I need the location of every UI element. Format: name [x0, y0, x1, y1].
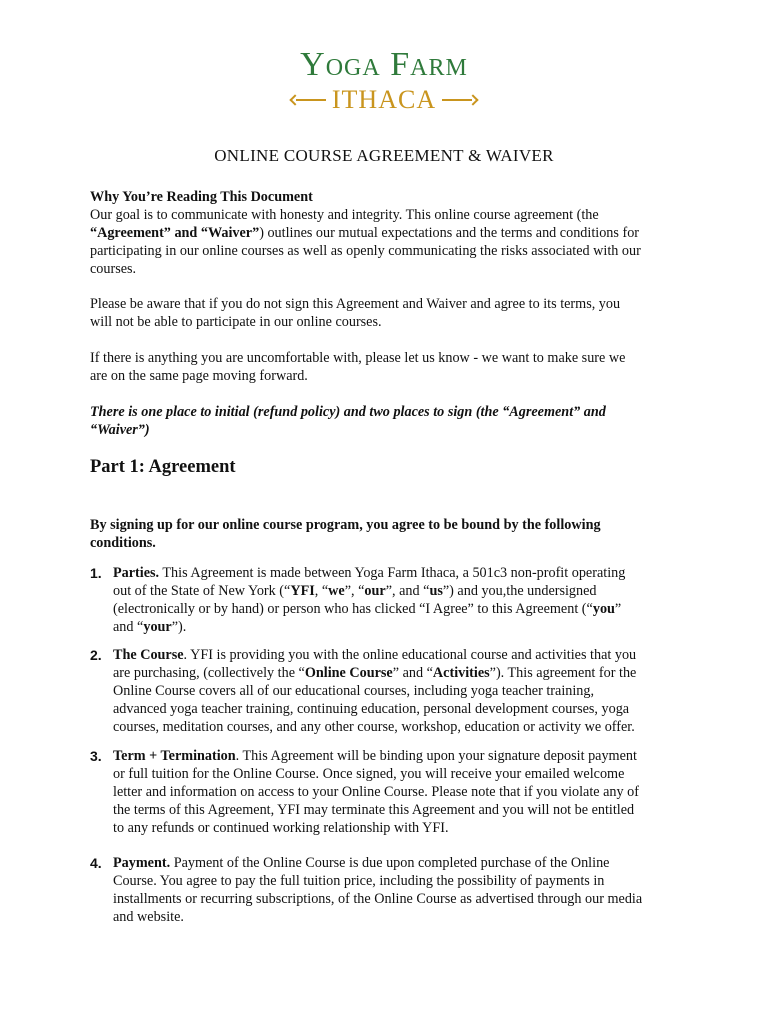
bold-term: we	[328, 583, 345, 599]
text-run: advanced yoga teacher training, continuing education, personal development courses, yoga	[113, 701, 630, 717]
list-item-line	[113, 747, 686, 765]
list-item-line	[113, 718, 686, 736]
text-run: installments or recurring subscriptions, of the Online Course as advertised through our media	[113, 891, 643, 907]
part1-heading: Part 1: Agreement	[90, 457, 236, 477]
list-item-line	[113, 854, 686, 872]
intro-p2-line1: Please be aware that if you do not sign this Agreement and Waiver and agree to its terms, you	[90, 296, 621, 312]
text-run: This Agreement is made between Yoga Farm Ithaca, a 501c3 non-profit operating	[159, 565, 626, 581]
list-item-line	[113, 664, 686, 682]
text-run: letter and information on access to your Online Course. Please note that if you violate any of	[113, 784, 639, 800]
text-run: and website.	[113, 909, 184, 925]
list-item-line	[113, 582, 686, 600]
bold-term: YFI	[290, 583, 315, 599]
logo-bottom-row	[284, 86, 484, 114]
list-item-line	[113, 646, 686, 664]
text-run: ”, and “	[385, 583, 430, 599]
text-run: ”) and you,the undersigned	[442, 583, 597, 599]
bold-term: Online Course	[304, 665, 393, 681]
text-run: , “	[314, 583, 329, 599]
bold-term: The Course	[113, 647, 184, 663]
text-run: Course. You agree to pay the full tuition price, including the possibility of payments in	[113, 873, 605, 889]
text-run: . YFI is providing you with the online educational course and activities that you	[183, 647, 637, 663]
list-number: 4.	[90, 855, 102, 871]
list-item-line	[113, 908, 686, 926]
sign-note	[90, 403, 690, 439]
intro-p2-line2: will not be able to participate in our online courses.	[90, 314, 382, 330]
bold-term: us	[429, 583, 443, 599]
list-item-line	[113, 819, 686, 837]
text-run: and “	[113, 619, 144, 635]
logo-arrow-left-icon	[296, 99, 326, 101]
list-item-line	[113, 682, 686, 700]
list-item-3	[90, 747, 686, 837]
text-run: ”).	[171, 619, 187, 635]
bold-term: Activities	[432, 665, 490, 681]
intro-p1-line1: Our goal is to communicate with honesty and integrity. This online course agreement (the	[90, 207, 599, 223]
part1-lead	[90, 516, 690, 552]
intro-p3	[90, 349, 690, 385]
bold-term: Parties.	[113, 565, 160, 581]
list-number: 2.	[90, 647, 102, 663]
text-run: (electronically or by hand) or person who has clicked “I Agree” to this Agreement (“	[113, 601, 593, 617]
intro-p1-line4: courses.	[90, 261, 137, 277]
list-item-line	[113, 783, 686, 801]
list-item-line	[113, 801, 686, 819]
intro-section	[90, 188, 690, 278]
logo-bottom-text: ITHACA	[331, 85, 437, 114]
logo-top-text: Yoga Farm	[300, 46, 468, 83]
bold-term: you	[592, 601, 615, 617]
list-item-text	[113, 854, 686, 926]
intro-p1-line2	[90, 224, 690, 242]
list-item-line	[113, 872, 686, 890]
part1-lead-line1: By signing up for our online course program, you agree to be bound by the following	[90, 517, 601, 533]
list-item-line	[113, 564, 686, 582]
agreement-waiver-bold: “Agreement” and “Waiver”	[90, 225, 260, 241]
text-run: . This Agreement will be binding upon your signature deposit payment	[235, 748, 637, 764]
intro-p1-line3: participating in our online courses as well as openly communicating the risks associated with our	[90, 243, 641, 259]
sign-note-line1: There is one place to initial (refund policy) and two places to sign (the “Agreement” and	[90, 404, 606, 420]
list-item-line	[113, 618, 686, 636]
bold-term: your	[143, 619, 172, 635]
text-run: Payment of the Online Course is due upon completed purchase of the Online	[170, 855, 610, 871]
list-item-text	[113, 564, 686, 636]
list-number: 3.	[90, 748, 102, 764]
part1-lead-line2: conditions.	[90, 535, 156, 551]
intro-p2	[90, 295, 690, 331]
text-run: or full tuition for the Online Course. Once signed, you will receive your emailed welcome	[113, 766, 625, 782]
list-item-1	[90, 564, 686, 636]
list-item-line	[113, 890, 686, 908]
list-item-line	[113, 765, 686, 783]
text-run: ”). This agreement for the	[489, 665, 637, 681]
text-run: ”	[614, 601, 622, 617]
text-run: are purchasing, (collectively the “	[113, 665, 305, 681]
list-item-text	[113, 646, 686, 736]
intro-p3-line1: If there is anything you are uncomfortable with, please let us know - we want to make sure we	[90, 350, 626, 366]
yoga-farm-logo	[284, 46, 484, 122]
text-run: courses, meditation courses, and any other course, workshop, education or activity we offer.	[113, 719, 635, 735]
document-title: ONLINE COURSE AGREEMENT & WAIVER	[214, 146, 554, 165]
bold-term: Payment.	[113, 855, 171, 871]
text-run: Online Course covers all of our educational courses, including yoga teacher training,	[113, 683, 595, 699]
text-run: out of the State of New York (“	[113, 583, 291, 599]
bold-term: Term + Termination	[113, 748, 236, 764]
list-item-4	[90, 854, 686, 926]
list-item-line	[113, 600, 686, 618]
logo-arrow-right-icon	[442, 99, 472, 101]
list-item-text	[113, 747, 686, 837]
intro-heading: Why You’re Reading This Document	[90, 189, 313, 205]
bold-term: our	[364, 583, 386, 599]
list-number: 1.	[90, 565, 102, 581]
intro-p1-line2-rest: ) outlines our mutual expectations and the terms and conditions for	[259, 225, 640, 241]
text-run: the terms of this Agreement, YFI may terminate this Agreement and you will not be entitled	[113, 802, 635, 818]
sign-note-line2: “Waiver”)	[90, 422, 150, 438]
text-run: ”, “	[344, 583, 365, 599]
text-run: ” and “	[392, 665, 433, 681]
intro-p3-line2: are on the same page moving forward.	[90, 368, 308, 384]
list-item-2	[90, 646, 686, 736]
text-run: to any refunds or continued working relationship with YFI.	[113, 820, 449, 836]
list-item-line	[113, 700, 686, 718]
